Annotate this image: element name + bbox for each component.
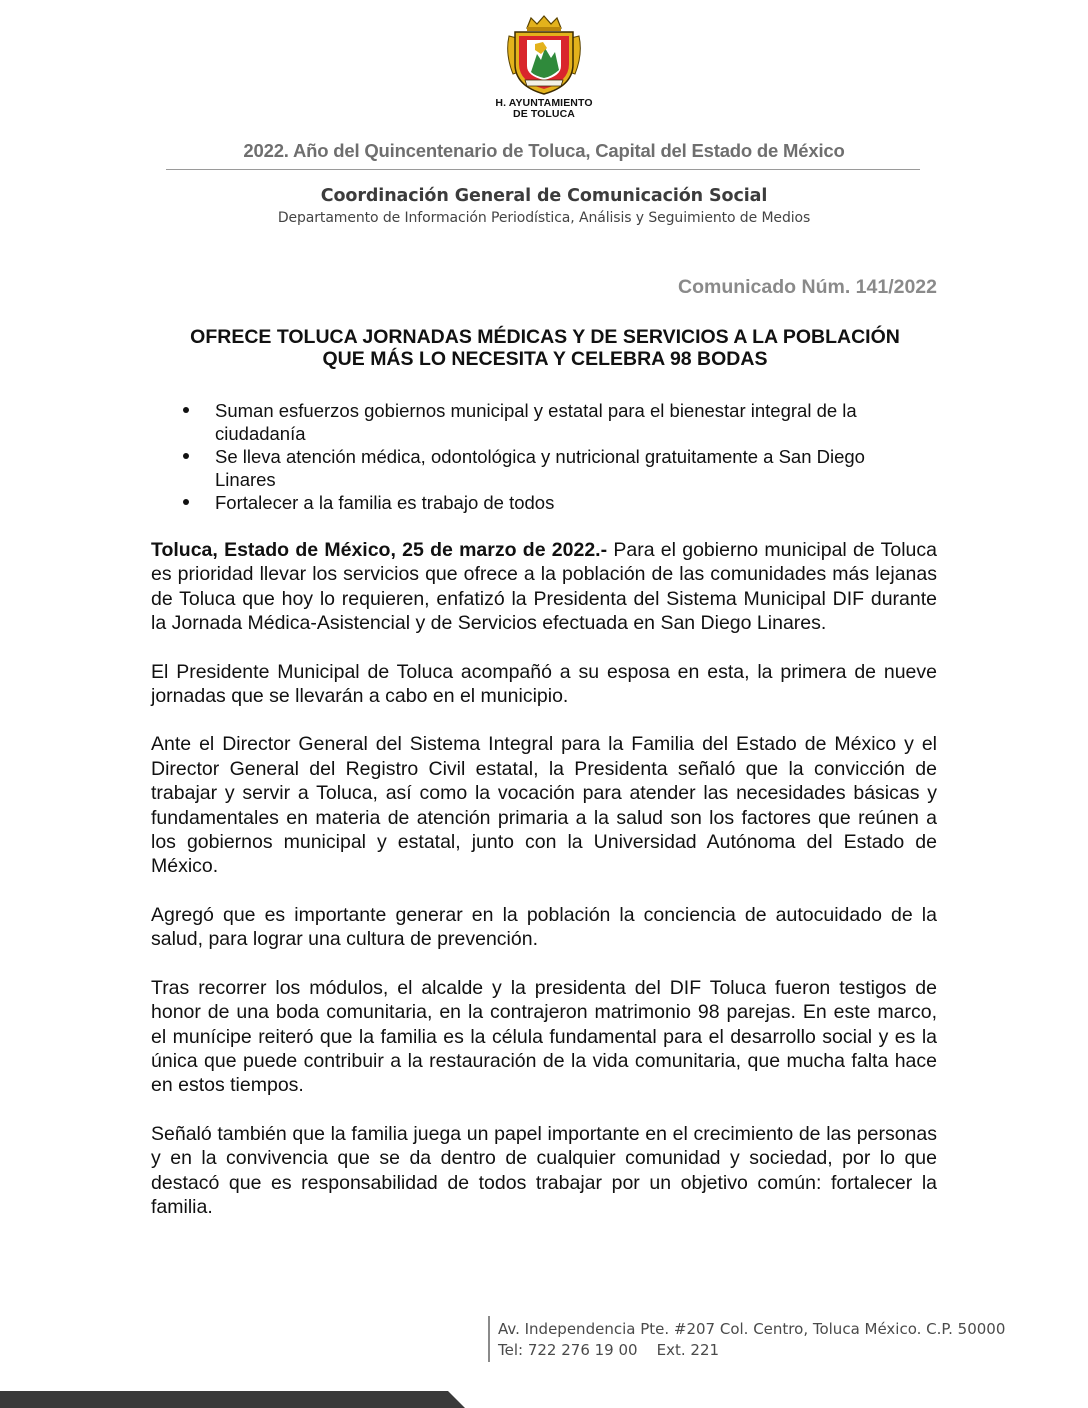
bullet-icon: [183, 453, 189, 459]
coordination-title: Coordinación General de Comunicación Social: [320, 186, 768, 206]
year-slogan: 2022. Año del Quincentenario de Toluca, Capital del Estado de México: [243, 140, 845, 161]
paragraph-5: Tras recorrer los módulos, el alcalde y la presidenta del DIF Toluca fueron testigos de honor de una boda comunitaria, en la contrajeron matrimonio 98 parejas. En este marco, el munícipe reiteró que la familia es la célula fundamental para el desarrollo social y es la única que puede contribuir a la restauración de la vida comunitaria, que mucha falta hace en estos tiempos.: [151, 976, 937, 1097]
list-item-text: Se lleva atención médica, odontológica y nutricional gratuitamente a San Diego Linares: [215, 446, 865, 490]
toluca-coat-of-arms-icon: [505, 14, 583, 96]
list-item-text: Suman esfuerzos gobiernos municipal y estatal para el bienestar integral de la ciudadanía: [215, 400, 857, 444]
list-item: [183, 399, 923, 445]
paragraph-1: [151, 538, 937, 636]
paragraph-6: Señaló también que la familia juega un papel importante en el crecimiento de las personas y en la convivencia que se da dentro de cualquier comunidad y sociedad, por lo que destacó que es responsabilidad de todos trabajar por un objetivo común: fortalecer la familia.: [151, 1122, 937, 1218]
release-number: Comunicado Núm. 141/2022: [677, 276, 937, 298]
paragraph-3: Ante el Director General del Sistema Integral para la Familia del Estado de México y el Director General del Registro Civil estatal, la Presidenta señaló que la convicción de trabajar y servir a Toluca, así como la vocación para atender las necesidades básicas y fundamentales en materia de atención primaria a la salud son los factores que reúnen a los gobiernos municipal y estatal, junto con la Universidad Autónoma del Estado de México.: [151, 733, 937, 878]
logo-caption-line2: DE TOLUCA: [513, 108, 575, 120]
dateline: Toluca, Estado de México, 25 de marzo de 2022.-: [151, 539, 608, 561]
header-logo: [0, 14, 1088, 120]
bullet-icon: [183, 499, 189, 505]
list-item-text: Fortalecer a la familia es trabajo de todos: [215, 492, 555, 513]
paragraph-2: El Presidente Municipal de Toluca acompañó a su esposa en esta, la primera de nueve jornadas que se llevarán a cabo en el municipio.: [151, 660, 937, 708]
highlights-list: [183, 399, 923, 514]
bullet-icon: [183, 407, 189, 413]
headline: [150, 326, 940, 370]
footer-stripe: [0, 1385, 470, 1408]
list-item: [183, 445, 923, 491]
footer-divider: [488, 1316, 490, 1362]
paragraph-1-text: Para el gobierno municipal de Toluca es prioridad llevar los servicios que ofrece a la población de las comunidades más lejanas de Toluca que hoy lo requieren, enfatizó la Presidenta del Sistema Municipal DIF durante la Jornada Médica-Asistencial y de Servicios efectuada en San Diego Linares.: [151, 539, 937, 635]
header-divider: [166, 169, 920, 170]
footer-phone: Tel: 722 276 19 00 Ext. 221: [498, 1341, 720, 1359]
logo-caption-line1: H. AYUNTAMIENTO: [495, 97, 593, 109]
footer-address: Av. Independencia Pte. #207 Col. Centro, Toluca México. C.P. 50000: [498, 1320, 1006, 1338]
headline-line2: QUE MÁS LO NECESITA Y CELEBRA 98 BODAS: [322, 348, 768, 370]
department-title: Departamento de Información Periodística, Análisis y Seguimiento de Medios: [277, 210, 811, 226]
paragraph-4: Agregó que es importante generar en la población la conciencia de autocuidado de la salud, para lograr una cultura de prevención.: [151, 903, 937, 951]
list-item: [183, 491, 923, 514]
article-body: [151, 538, 937, 1243]
logo-caption: [495, 98, 592, 120]
headline-line1: OFRECE TOLUCA JORNADAS MÉDICAS Y DE SERVICIOS A LA POBLACIÓN: [190, 326, 900, 348]
